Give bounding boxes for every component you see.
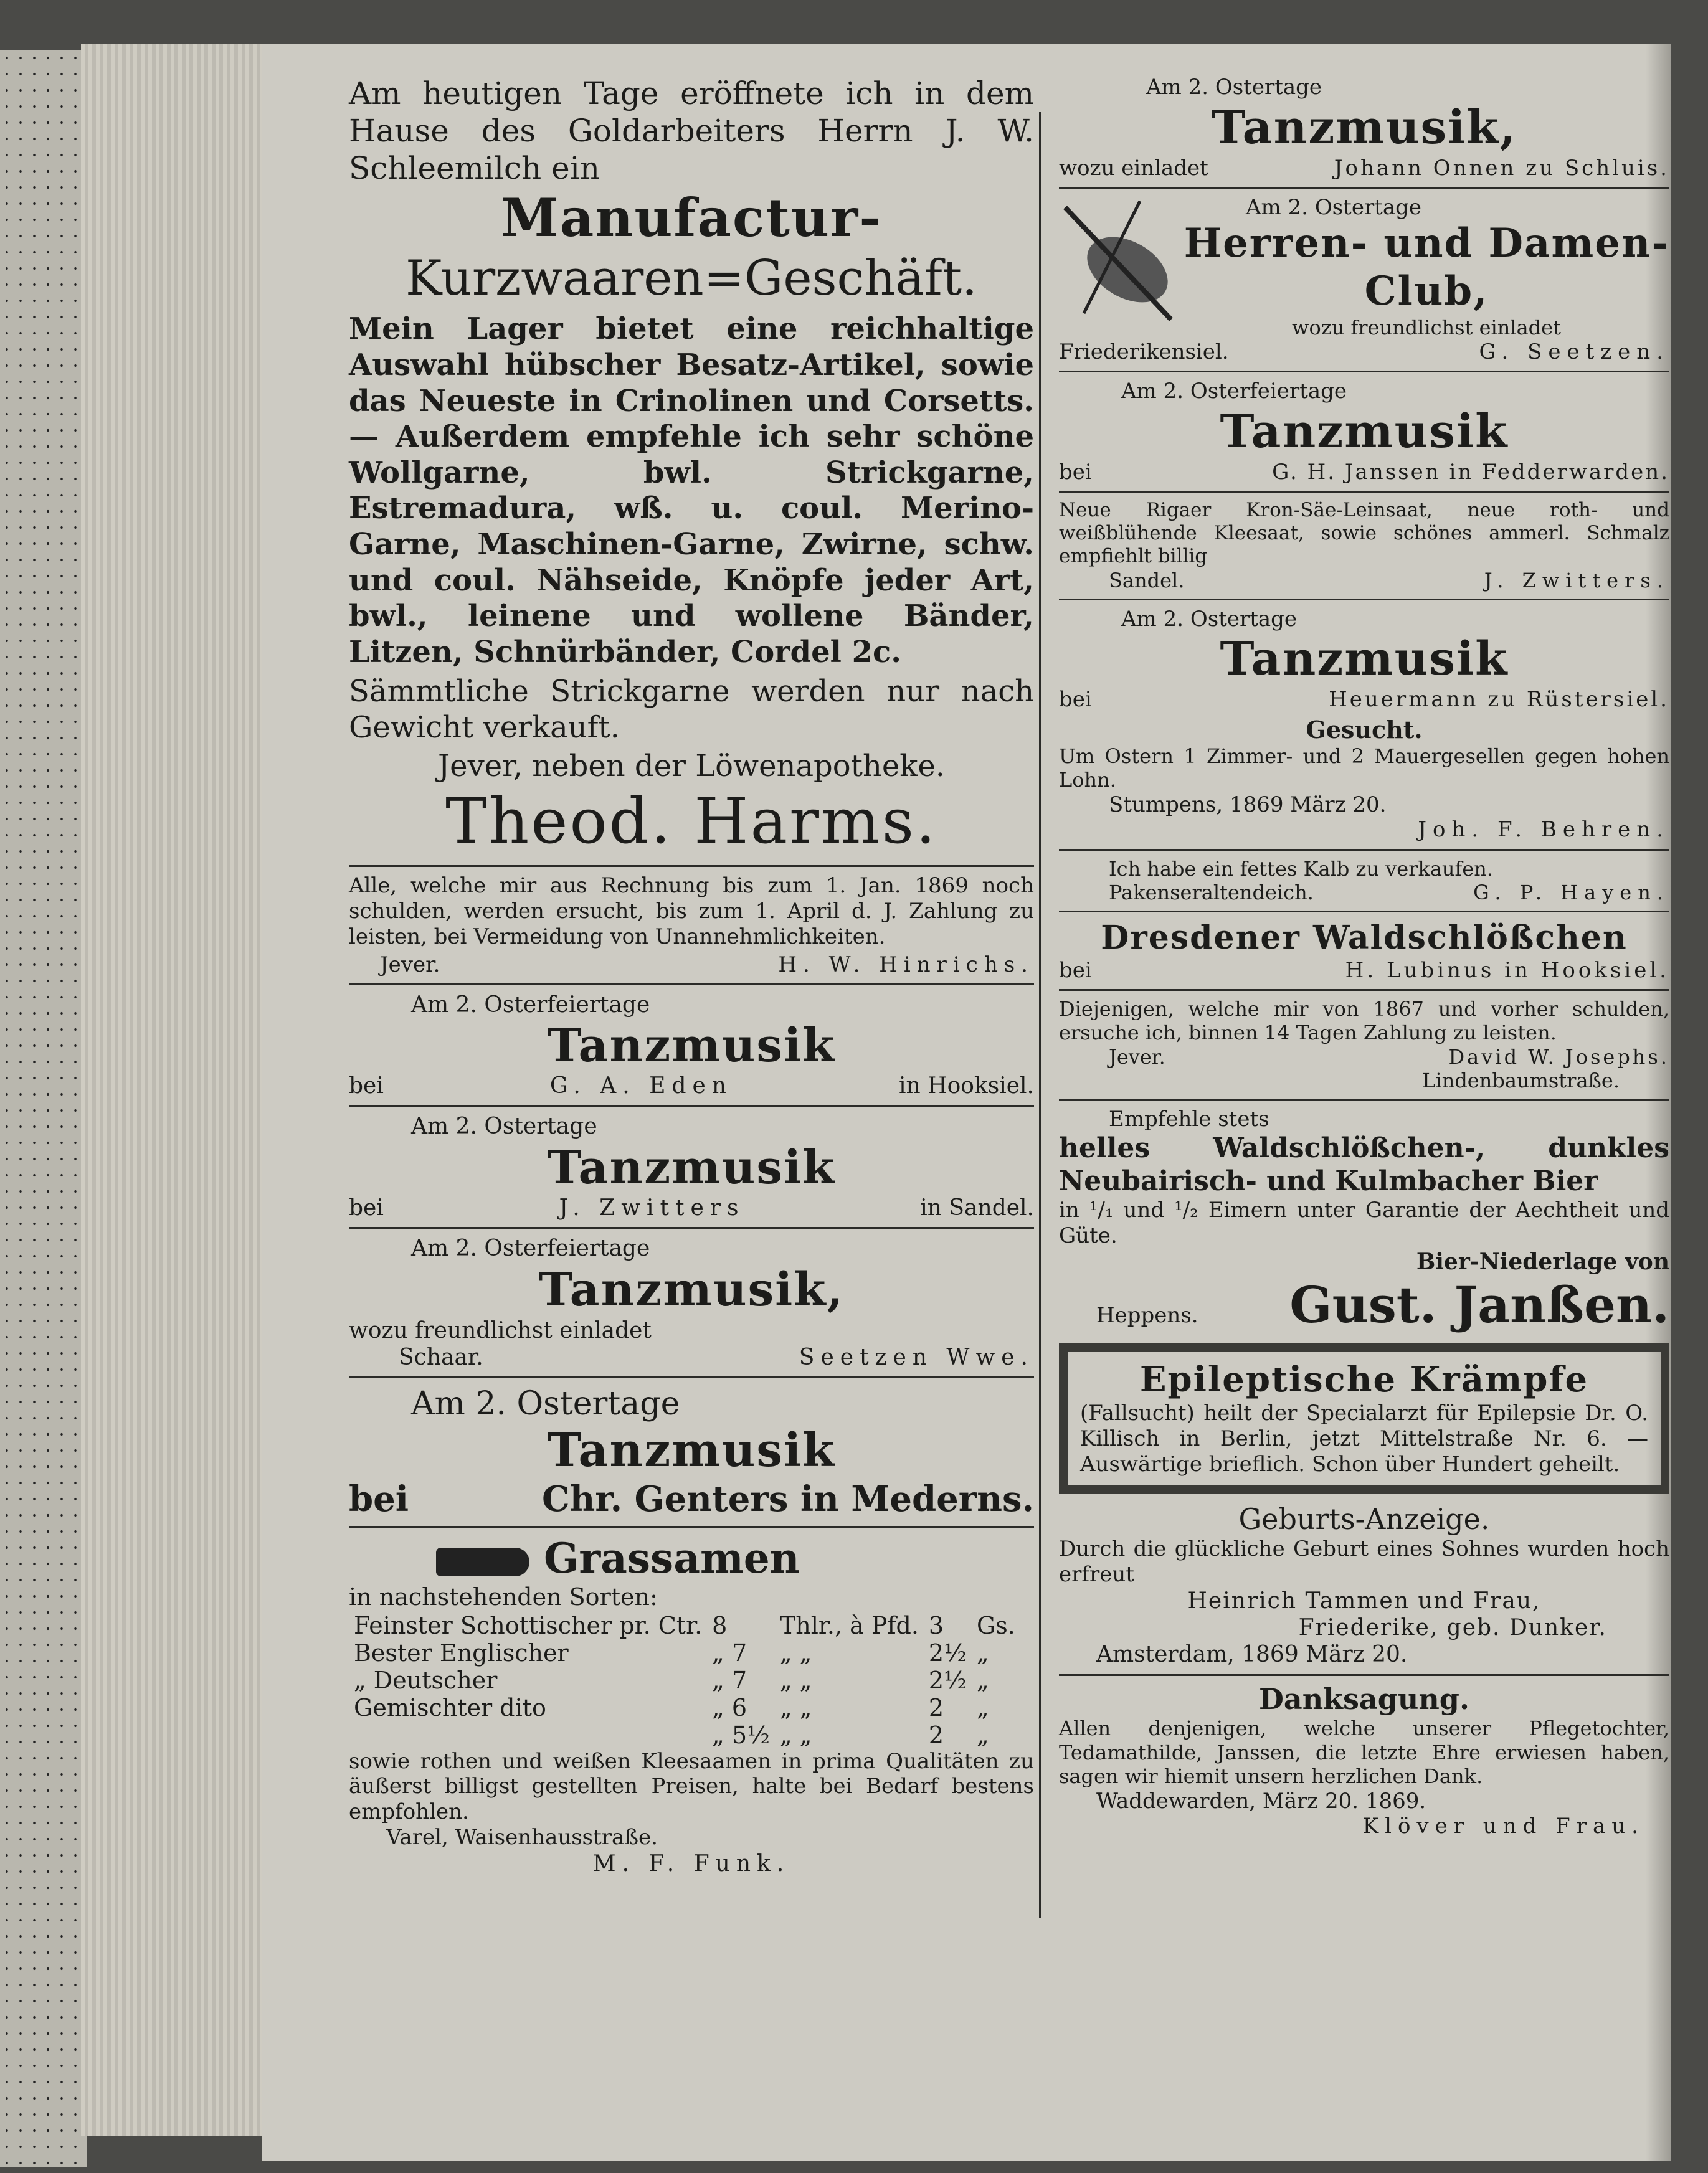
hinrichs-name: H. W. Hinrichs. xyxy=(778,952,1034,977)
grass-price-cell: 3 xyxy=(928,1611,944,1639)
divider-rule xyxy=(1059,1099,1669,1101)
dank-name: Klöver und Frau. xyxy=(1362,1814,1644,1839)
ad-geburt xyxy=(1059,1502,1669,1668)
divider-rule xyxy=(1059,371,1669,372)
grass-price-cell: „ „ xyxy=(779,1721,812,1749)
grass-price-cell: „ xyxy=(976,1666,989,1694)
dank-text: Allen denjenigen, welche unserer Pflegetochter, Tedamathilde, Janssen, die letzte Ehre erwiesen haben, sagen wir hiemit unsern herzlichen Dank. xyxy=(1059,1716,1669,1789)
grass-price-cell: Feinster Schottischer pr. Ctr. xyxy=(354,1611,703,1639)
zwitters-location: in Sandel. xyxy=(920,1195,1034,1221)
grass-price-cell: 8 xyxy=(712,1611,728,1639)
harms-body: Mein Lager bietet eine reichhaltige Auswahl hübscher Besatz-Artikel, sowie das Neueste in Crinolinen und Corsetts. — Außerdem empfehle ich sehr schöne Wollgarne, bwl. Strickgarne, Estremadura, wß. u. coul. Merino-Garne, Maschinen-Garne, Zwirne, schw. und coul. Nähseide, Knöpfe jeder Art, bwl., leinene und wollene Bänder, Litzen, Schnürbänder, Cordel 2c. xyxy=(349,311,1034,670)
grass-price-row xyxy=(349,1694,1020,1721)
grass-price-cell: „ 5½ xyxy=(712,1721,770,1749)
eden-title: Tanzmusik xyxy=(547,1018,836,1072)
grass-price-cell: „ 6 xyxy=(712,1693,747,1721)
epilepsie-text: (Fallsucht) heilt der Specialarzt für Epilepsie Dr. O. Killisch in Berlin, jetzt Mittelstraße Nr. 6. — Auswärtige brieflich. Schon über Hundert geheilt. xyxy=(1080,1401,1648,1477)
ad-heuermann xyxy=(1059,607,1669,712)
grass-price-cell: „ Deutscher xyxy=(354,1666,498,1694)
heuermann-date: Am 2. Ostertage xyxy=(1121,606,1298,632)
left-column xyxy=(349,75,1034,1877)
grass-price-cell: Gemischter dito xyxy=(354,1693,546,1721)
ad-seetzen-wwe xyxy=(349,1235,1034,1370)
club-place: Friederikensiel. xyxy=(1059,339,1229,365)
harms-title-1: Manufactur- xyxy=(500,187,883,249)
grass-price-cell: Thlr., à Pfd. xyxy=(779,1611,919,1639)
gesucht-place: Stumpens, 1869 März 20. xyxy=(1109,792,1387,817)
harms-name: Theod. Harms. xyxy=(445,785,937,858)
eden-location: in Hooksiel. xyxy=(899,1073,1034,1099)
onnen-invite: wozu einladet xyxy=(1059,155,1208,181)
zwitters-bei: bei xyxy=(349,1195,384,1221)
book-page-stack xyxy=(81,44,268,2136)
genters-title: Tanzmusik xyxy=(547,1424,836,1478)
ad-harms xyxy=(349,75,1034,859)
bier-name: Gust. Janßen. xyxy=(1289,1276,1669,1335)
club-title-2: Club, xyxy=(1364,268,1489,315)
geburt-name-2: Friederike, geb. Dunker. xyxy=(1298,1614,1607,1640)
divider-rule xyxy=(1059,187,1669,189)
grass-price-cell: „ 7 xyxy=(712,1666,747,1694)
ad-leinsaat xyxy=(1059,499,1669,592)
genters-date: Am 2. Ostertage xyxy=(411,1385,680,1423)
grass-price-cell: Bester Englischer xyxy=(354,1639,569,1667)
kalb-name: G. P. Hayen. xyxy=(1473,881,1669,905)
grass-price-cell: 2 xyxy=(928,1693,944,1721)
geburt-place: Amsterdam, 1869 März 20. xyxy=(1096,1641,1408,1667)
ad-janssen xyxy=(1059,379,1669,485)
eden-name: G. A. Eden xyxy=(549,1073,733,1099)
grass-price-cell xyxy=(349,1721,707,1749)
ad-grassamen xyxy=(349,1534,1034,1877)
onnen-date: Am 2. Ostertage xyxy=(1146,75,1322,100)
seetzen-place: Schaar. xyxy=(399,1344,483,1370)
geburt-title: Geburts-Anzeige. xyxy=(1238,1502,1490,1536)
eden-bei: bei xyxy=(349,1073,384,1099)
divider-rule xyxy=(349,983,1034,985)
divider-rule xyxy=(1059,599,1669,600)
janssen-title: Tanzmusik xyxy=(1220,405,1509,459)
genters-name: Chr. Genters in Mederns. xyxy=(542,1478,1034,1520)
club-title-1: Herren- und Damen- xyxy=(1184,220,1669,267)
pointing-hand-icon xyxy=(436,1548,529,1576)
ad-bier xyxy=(1059,1107,1669,1334)
grass-price-cell: „ „ xyxy=(779,1666,812,1694)
violin-icon xyxy=(1059,195,1184,326)
grass-price-row xyxy=(349,1639,1020,1667)
bier-intro: Empfehle stets xyxy=(1109,1107,1269,1132)
gesucht-text: Um Ostern 1 Zimmer- und 2 Mauergesellen gegen hohen Lohn. xyxy=(1059,744,1669,792)
genters-bei: bei xyxy=(349,1478,409,1520)
grass-price-row xyxy=(349,1721,1020,1749)
divider-rule xyxy=(1059,911,1669,912)
gesucht-name: Joh. F. Behren. xyxy=(1418,817,1669,843)
hinrichs-place: Jever. xyxy=(380,952,440,977)
ad-genters xyxy=(349,1385,1034,1520)
ad-hinrichs xyxy=(349,873,1034,977)
leinsaat-name: J. Zwitters. xyxy=(1484,568,1669,592)
waldschloss-bei: bei xyxy=(1059,957,1092,983)
bier-title: helles Waldschlößchen-, dunkles Neubairisch- und Kulmbacher Bier xyxy=(1059,1132,1669,1197)
onnen-title: Tanzmusik, xyxy=(1211,100,1517,154)
grass-intro: in nachstehenden Sorten: xyxy=(349,1583,658,1611)
ad-zwitters-dance xyxy=(349,1113,1034,1221)
seetzen-invite: wozu freundlichst einladet xyxy=(349,1318,652,1344)
grass-price-cell: „ xyxy=(976,1721,989,1749)
grass-price-cell: Gs. xyxy=(976,1611,1015,1639)
bier-text: in ¹/₁ und ¹/₂ Eimern unter Garantie der Aechtheit und Güte. xyxy=(1059,1198,1669,1249)
grass-price-cell: 2½ xyxy=(928,1666,967,1694)
eden-date: Am 2. Osterfeiertage xyxy=(411,992,650,1018)
hinrichs-text: Alle, welche mir aus Rechnung bis zum 1. Jan. 1869 noch schulden, werden ersucht, bis zum 1. April d. J. Zahlung zu leisten, bei Vermeidung von Unannehmlichkeiten. xyxy=(349,873,1034,949)
right-column xyxy=(1046,75,1669,1839)
harms-title-2: Kurzwaaren=Geschäft. xyxy=(406,250,977,306)
geburt-name-1: Heinrich Tammen und Frau, xyxy=(1187,1588,1541,1614)
leinsaat-place: Sandel. xyxy=(1109,568,1185,592)
dank-place: Waddewarden, März 20. 1869. xyxy=(1096,1788,1426,1814)
janssen-bei: bei xyxy=(1059,459,1092,485)
divider-rule xyxy=(349,1376,1034,1378)
ad-club xyxy=(1059,195,1669,365)
divider-rule xyxy=(349,1526,1034,1528)
seetzen-name: Seetzen Wwe. xyxy=(799,1344,1034,1370)
ad-epilepsie xyxy=(1059,1343,1669,1494)
janssen-name: G. H. Janssen in Fedderwarden. xyxy=(1272,459,1669,485)
grass-price-cell: 2½ xyxy=(928,1639,967,1667)
harms-place: Jever, neben der Löwenapotheke. xyxy=(437,748,946,784)
kalb-place: Pakenseraltendeich. xyxy=(1109,881,1314,905)
grass-price-cell: „ „ xyxy=(779,1693,812,1721)
seetzen-date: Am 2. Osterfeiertage xyxy=(411,1236,650,1262)
club-name: G. Seetzen. xyxy=(1479,339,1669,365)
bier-place: Heppens. xyxy=(1096,1303,1198,1328)
grass-price-row xyxy=(349,1667,1020,1694)
ad-eden xyxy=(349,992,1034,1099)
geburt-text: Durch die glückliche Geburt eines Sohnes wurden hoch erfreut xyxy=(1059,1536,1669,1587)
grass-name: M. F. Funk. xyxy=(592,1850,790,1877)
waldschloss-title: Dresdener Waldschlößchen xyxy=(1101,919,1628,957)
josephs-place: Jever. xyxy=(1109,1044,1165,1069)
heuermann-bei: bei xyxy=(1059,687,1092,712)
grass-price-cell: „ „ xyxy=(779,1639,812,1667)
josephs-street: Lindenbaumstraße. xyxy=(1422,1068,1620,1092)
ad-onnen xyxy=(1059,75,1669,181)
epilepsie-title: Epileptische Krämpfe xyxy=(1139,1359,1589,1401)
divider-rule xyxy=(349,1227,1034,1229)
ad-waldschloss xyxy=(1059,919,1669,982)
club-invite: wozu freundlichst einladet xyxy=(1292,315,1561,339)
dank-title: Danksagung. xyxy=(1259,1682,1469,1716)
grass-price-cell: „ xyxy=(976,1639,989,1667)
ad-dank xyxy=(1059,1682,1669,1839)
onnen-name: Johann Onnen zu Schluis. xyxy=(1334,155,1669,181)
harms-intro: Am heutigen Tage eröffnete ich in dem Hause des Goldarbeiters Herrn J. W. Schleemilch ein xyxy=(349,75,1034,186)
divider-rule xyxy=(349,865,1034,867)
club-date: Am 2. Ostertage xyxy=(1246,194,1422,220)
ad-kalb xyxy=(1059,857,1669,904)
leinsaat-text: Neue Rigaer Kron-Säe-Leinsaat, neue roth- und weißblühende Kleesaat, sowie schönes ammerl. Schmalz empfiehlt billig xyxy=(1059,498,1669,568)
grass-price-cell: „ xyxy=(976,1693,989,1721)
divider-rule xyxy=(1059,989,1669,991)
bier-label: Bier-Niederlage von xyxy=(1416,1249,1669,1276)
waldschloss-name: H. Lubinus in Hooksiel. xyxy=(1345,957,1669,983)
grass-place: Varel, Waisenhausstraße. xyxy=(386,1825,658,1850)
divider-rule xyxy=(1059,491,1669,493)
ad-josephs xyxy=(1059,997,1669,1092)
heuermann-name: Heuermann zu Rüstersiel. xyxy=(1329,687,1669,712)
grass-price-row xyxy=(349,1612,1020,1639)
zwitters-name: J. Zwitters xyxy=(559,1195,745,1221)
column-divider xyxy=(1039,112,1041,1918)
kalb-text: Ich habe ein fettes Kalb zu verkaufen. xyxy=(1109,857,1494,881)
grass-price-cell: „ 7 xyxy=(712,1639,747,1667)
harms-body-2: Sämmtliche Strickgarne werden nur nach Gewicht verkauft. xyxy=(349,674,1034,745)
grass-price-cell: 2 xyxy=(928,1721,944,1749)
josephs-name: David W. Josephs. xyxy=(1448,1044,1669,1069)
book-page-edges xyxy=(0,50,87,2167)
grass-title: Grassamen xyxy=(543,1533,800,1583)
janssen-date: Am 2. Osterfeiertage xyxy=(1121,379,1347,404)
seetzen-title: Tanzmusik, xyxy=(538,1262,845,1317)
ad-gesucht xyxy=(1059,716,1669,843)
grass-price-table xyxy=(349,1612,1020,1749)
gesucht-title: Gesucht. xyxy=(1306,716,1423,744)
divider-rule xyxy=(1059,849,1669,851)
josephs-text: Diejenigen, welche mir von 1867 und vorher schulden, ersuche ich, binnen 14 Tagen Zahlung zu leisten. xyxy=(1059,997,1669,1045)
grass-body: sowie rothen und weißen Kleesaamen in prima Qualitäten zu äußerst billigst gestellten Preisen, halte bei Bedarf bestens empfohlen. xyxy=(349,1748,1034,1825)
divider-rule xyxy=(349,1105,1034,1107)
heuermann-title: Tanzmusik xyxy=(1220,632,1509,686)
divider-rule xyxy=(1059,1674,1669,1676)
zwitters-title: Tanzmusik xyxy=(547,1140,836,1195)
zwitters-date: Am 2. Ostertage xyxy=(411,1114,597,1140)
